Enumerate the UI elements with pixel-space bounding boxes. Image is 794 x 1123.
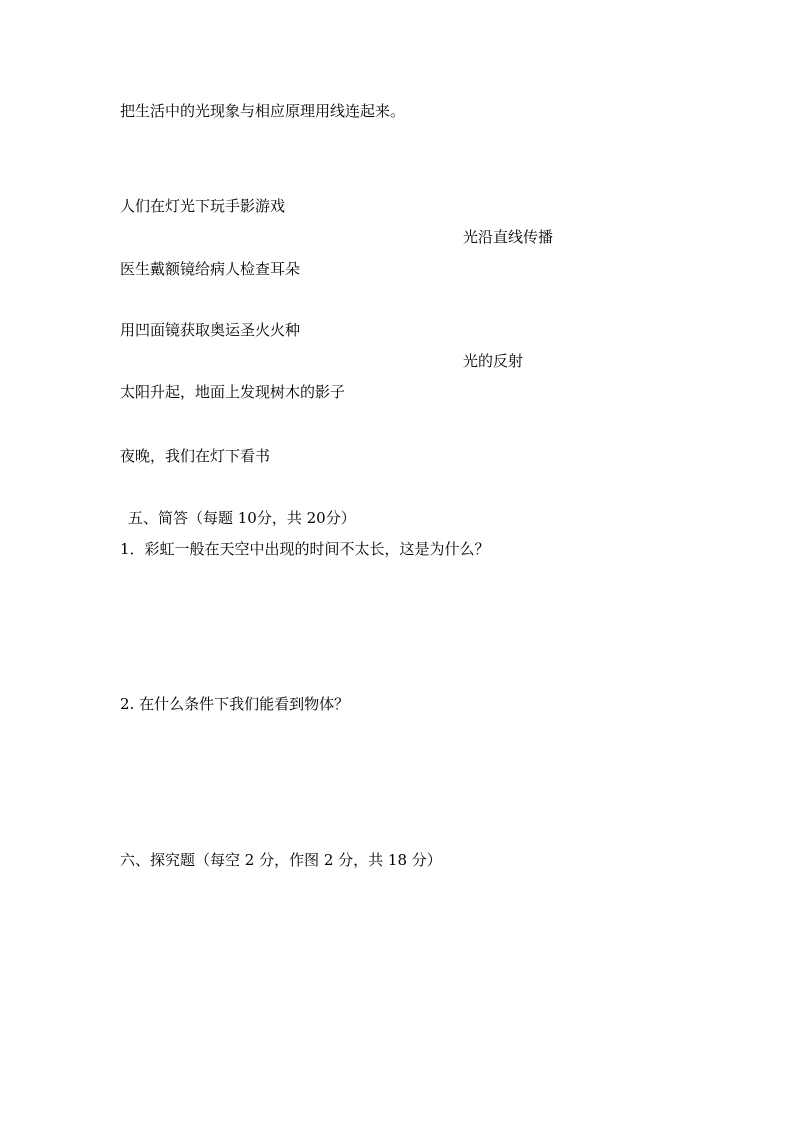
matching-right-item: 光的反射	[463, 352, 524, 370]
question-text: 2. 在什么条件下我们能看到物体？	[120, 695, 350, 713]
section-heading-inquiry: 六、探究题（每空 2 分，作图 2 分，共 18 分）	[120, 851, 442, 869]
matching-left-item: 医生戴额镜给病人检查耳朵	[120, 260, 301, 278]
matching-left-item: 太阳升起，地面上发现树木的影子	[120, 383, 346, 401]
matching-left-item: 用凹面镜获取奥运圣火火种	[120, 321, 301, 339]
matching-right-item: 光沿直线传播	[463, 228, 554, 246]
question-text: 1．彩虹一般在天空中出现的时间不太长，这是为什么？	[120, 540, 490, 558]
matching-instruction: 把生活中的光现象与相应原理用线连起来。	[120, 102, 406, 120]
section-heading-short-answer: 五、简答（每题 10分，共 20分）	[128, 509, 356, 527]
matching-left-item: 人们在灯光下玩手影游戏	[120, 197, 286, 215]
matching-left-item: 夜晚，我们在灯下看书	[120, 447, 271, 465]
